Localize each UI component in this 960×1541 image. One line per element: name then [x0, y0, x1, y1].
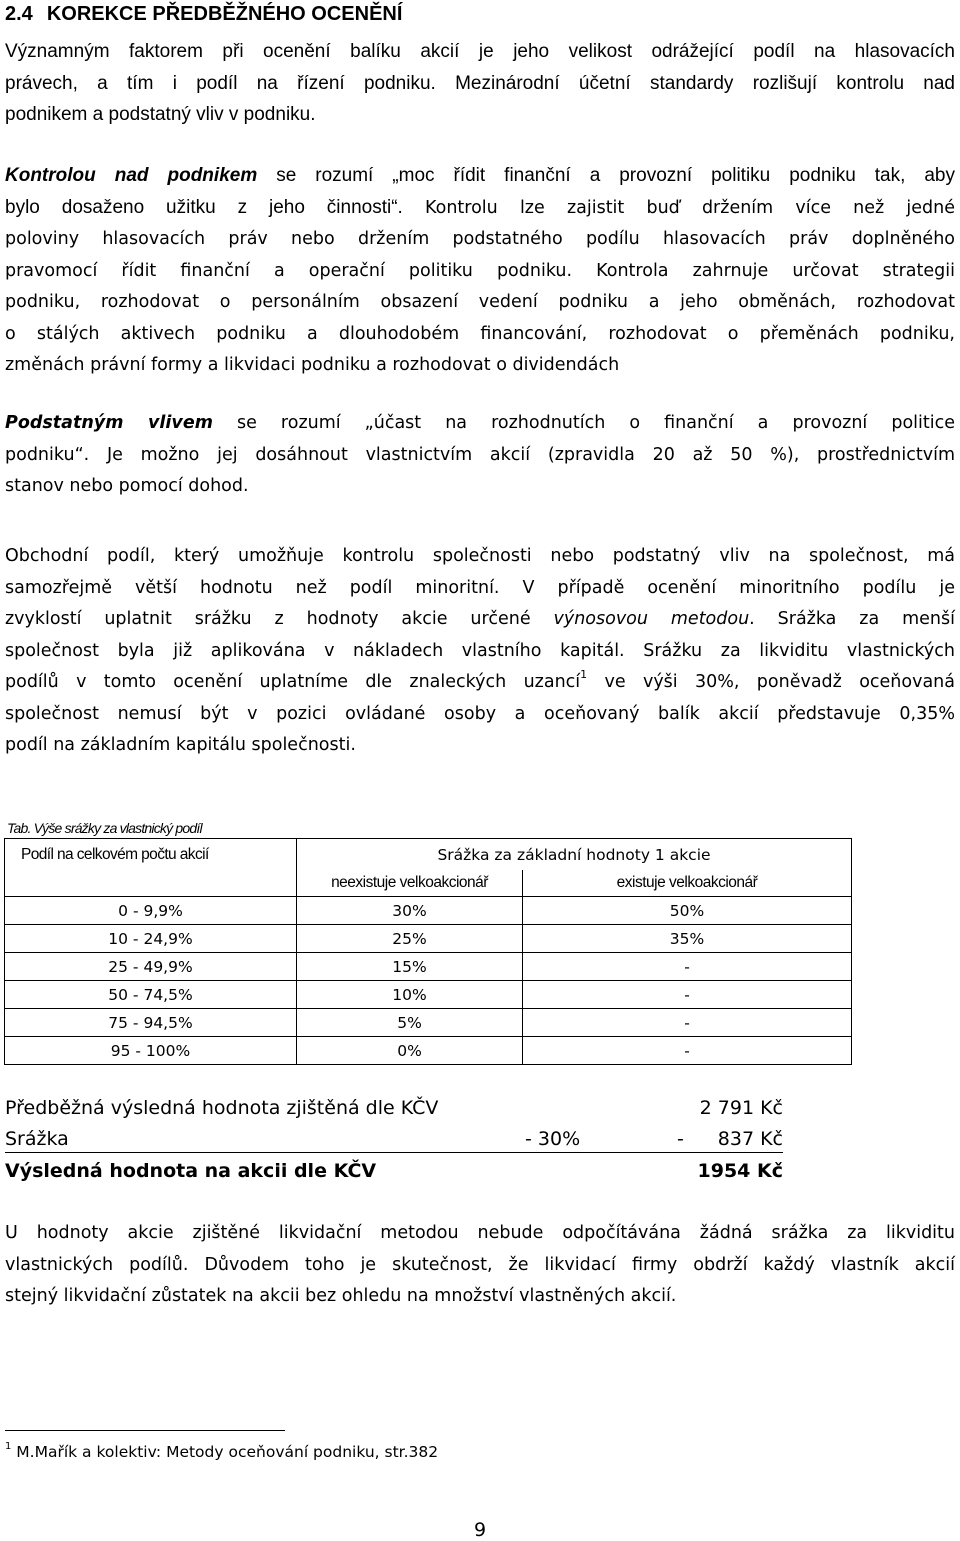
page-number: 9 — [473, 1519, 487, 1541]
footnote-reference[interactable]: 1 — [580, 668, 588, 681]
table-header-row — [5, 839, 852, 871]
text-line: podílů v tomto ocenění uplatníme dle znaleckých uzancí$^1$ ve výši 30%, poněvadž oceňovaná — [5, 668, 955, 692]
text-line: podíl na základním kapitálu společnosti. — [5, 735, 356, 755]
text-line: pravomocí řídit finanční a operační politiku podniku. Kontrola zahrnuje určovat strategii — [5, 260, 955, 281]
calc-value: 1954 Kč — [697, 1160, 783, 1182]
text-line: společnost byla již aplikována v nákladech vlastního kapitál. Srážku za likviditu vlastnických — [5, 640, 955, 661]
paragraph-significant-influence — [5, 408, 955, 503]
text-line: stanov nebo pomocí dohod. — [5, 476, 249, 496]
table-row: 10 - 24,9% 25% 35% — [5, 925, 852, 953]
text-line: podnikem a podstatný vliv v podniku. — [5, 104, 316, 125]
header-empty — [5, 870, 297, 897]
text-line: poloviny hlasovacích práv nebo držením podstatného podílu hlasovacích práv doplněného — [5, 229, 955, 249]
calc-value: 2 791 Kč — [699, 1097, 783, 1119]
calc-row-discount — [5, 1128, 783, 1159]
paragraph-intro — [5, 36, 955, 131]
table-subheader-row — [5, 870, 852, 897]
term-control: Kontrolou nad podnikem — [5, 165, 258, 186]
calc-label: Srážka — [5, 1128, 69, 1150]
table-caption: Tab. Výše srážky za vlastnický podíl — [7, 820, 202, 836]
section-heading — [5, 3, 416, 26]
text-line: Podstatným vlivem se rozumí „účast na rozhodnutích o finanční a provozní politice — [5, 413, 955, 433]
table-row: 95 - 100% 0% - — [5, 1037, 852, 1065]
calc-minus: - — [677, 1128, 684, 1150]
text-line: samozřejmě větší hodnotu než podíl minoritní. V případě ocenění minoritního podílu je — [5, 577, 955, 598]
text-line: bylo dosaženo užitku z jeho činnosti“. Kontrolu lze zajistit buď držením více než jedné — [5, 196, 956, 218]
header-group: Srážka za základní hodnoty 1 akcie — [297, 839, 852, 871]
text-line: společnost nemusí být v pozici ovládané osoby a oceňovaný balík akcií představuje 0,35% — [5, 703, 955, 724]
header-major: existuje velkoakcionář — [523, 870, 852, 897]
header-no-major: neexistuje velkoakcionář — [297, 870, 523, 897]
text-line: podniku, rozhodovat o personálním obsazení vedení podniku a jeho obměnách, rozhodovat — [5, 292, 955, 312]
table-row: 75 - 94,5% 5% - — [5, 1009, 852, 1037]
text-line: Kontrolou nad podnikem se rozumí „moc řídit finanční a provozní politiku podniku tak, aby — [5, 165, 955, 186]
text-line: U hodnoty akcie zjištěné likvidační metodou nebude odpočítávána žádná srážka za likviditu — [5, 1223, 955, 1243]
calc-value: 837 Kč — [717, 1128, 783, 1150]
footnote-text: M.Mařík a kolektiv: Metody oceňování podniku, str.382 — [11, 1443, 439, 1461]
calc-divider — [5, 1152, 783, 1153]
footnote-mark: 1 — [5, 1441, 12, 1452]
header-share: Podíl na celkovém počtu akcií — [5, 839, 297, 871]
paragraph-liquidation — [5, 1218, 955, 1313]
calc-percent: - 30% — [525, 1128, 581, 1150]
text-line: podniku“. Je možno jej dosáhnout vlastnictvím akcií (zpravidla 20 až 50 %), prostřednictvím — [5, 444, 955, 465]
text-line: Obchodní podíl, který umožňuje kontrolu společnosti nebo podstatný vliv na společnost, má — [5, 546, 955, 566]
footnote-divider — [5, 1430, 285, 1431]
calc-label: Předběžná výsledná hodnota zjištěná dle KČV — [5, 1097, 439, 1119]
text-line: o stálých aktivech podniku a dlouhodobém financování, rozhodovat o přeměnách podniku, — [5, 323, 955, 344]
calc-row-preliminary — [5, 1097, 783, 1128]
section-title: KOREKCE PŘEDBĚŽNÉHO OCENĚNÍ — [46, 3, 403, 25]
paragraph-control — [5, 160, 955, 382]
footnote — [5, 1443, 438, 1461]
text-line: změnách právní formy a likvidaci podniku a rozhodovat o dividendách — [5, 355, 620, 375]
text-line: Významným faktorem při ocenění balíku akcií je jeho velikost odrážející podíl na hlasovacích — [5, 41, 955, 62]
term-influence: Podstatným vlivem — [5, 413, 213, 433]
text-line: stejný likvidační zůstatek na akcii bez ohledu na množství vlastněných akcií. — [5, 1286, 677, 1306]
calc-row-result — [5, 1160, 783, 1191]
text-line: vlastnických podílů. Důvodem toho je skutečnost, že likvidací firmy obdrží každý vlastník akcií — [5, 1254, 955, 1275]
discount-table — [4, 838, 852, 1065]
table-row: 50 - 74,5% 10% - — [5, 981, 852, 1009]
text-line: zvyklostí uplatnit srážku z hodnoty akcie určené výnosovou metodou. Srážka za menší — [5, 609, 955, 629]
table-row: 0 - 9,9% 30% 50% — [5, 897, 852, 925]
calc-label: Výsledná hodnota na akcii dle KČV — [5, 1160, 377, 1182]
section-number: 2.4 — [5, 3, 33, 25]
text-line: právech, a tím i podíl na řízení podniku. Mezinárodní účetní standardy rozlišují kontrolu nad — [5, 72, 955, 94]
term-income-method: výnosovou metodou — [553, 609, 750, 629]
paragraph-discount — [5, 541, 955, 762]
table-row: 25 - 49,9% 15% - — [5, 953, 852, 981]
